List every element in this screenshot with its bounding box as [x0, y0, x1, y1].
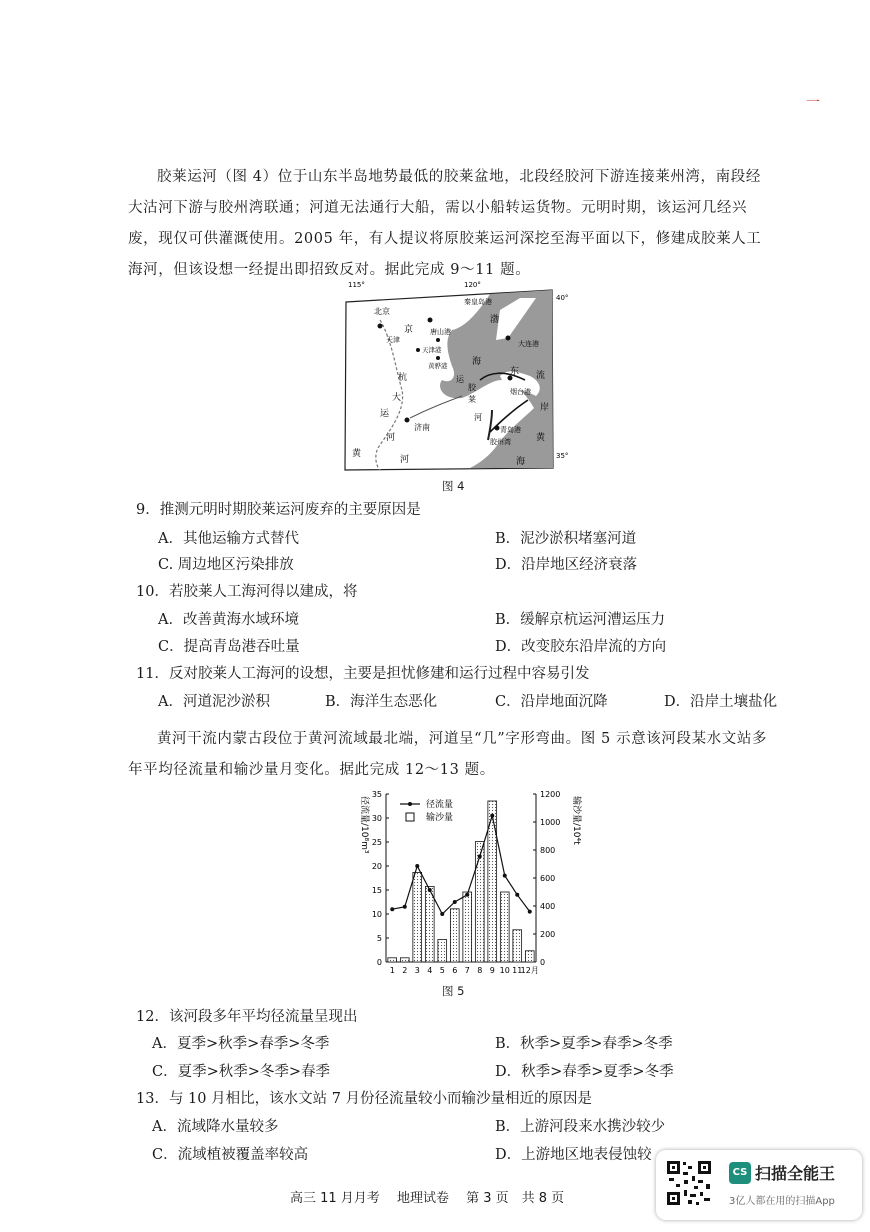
map-label: 京 [404, 325, 414, 335]
q11-stem: 11．反对胶莱人工海河的设想，主要是担忧修建和运行过程中容易引发 [136, 666, 590, 682]
q13-option-d[interactable]: D．上游地区地表侵蚀较 [495, 1147, 652, 1163]
q10-stem: 10．若胶莱人工海河得以建成，将 [136, 584, 358, 600]
x-tick-label: 10 [499, 966, 510, 975]
q11-option-b[interactable]: B．海洋生态恶化 [325, 694, 438, 710]
q10-option-b[interactable]: B．缓解京杭运河漕运压力 [495, 612, 666, 628]
map-label: 河 [400, 455, 410, 465]
legend-sediment-label: 输沙量 [426, 813, 454, 823]
map-label: 杭 [398, 373, 408, 383]
q12-option-a[interactable]: A．夏季>秋季>春季>冬季 [152, 1036, 330, 1052]
q13-option-b[interactable]: B．上游河段来水携沙较少 [495, 1119, 666, 1135]
left-tick-label: 35 [371, 790, 382, 799]
sediment-bar [475, 842, 484, 962]
right-tick-label: 600 [540, 874, 556, 883]
left-tick-label: 30 [371, 814, 382, 823]
map-label: 黄 [536, 433, 546, 443]
x-tick-label: 8 [477, 966, 483, 975]
map-place: 大连港 [518, 340, 539, 348]
runoff-point [453, 900, 457, 904]
q10-option-c[interactable]: C．提高青岛港吞吐量 [158, 639, 300, 655]
q10-option-d[interactable]: D．改变胶东沿岸流的方向 [495, 639, 667, 655]
left-tick-label: 25 [371, 838, 382, 847]
x-tick-label: 5 [439, 966, 445, 975]
map-lat-label: 40° [556, 294, 569, 302]
map-place: 青岛港 [500, 426, 521, 434]
map-label: 岸 [540, 403, 550, 413]
left-tick-label: 0 [376, 958, 382, 967]
x-tick-label: 12月 [520, 966, 539, 975]
right-axis-title: 输沙量/10⁴t [571, 796, 581, 845]
map-label: 胶 [468, 383, 476, 392]
qr-code-icon [666, 1160, 712, 1206]
figure-5-caption: 图 5 [442, 984, 465, 998]
q12-option-d[interactable]: D．秋季>春季>夏季>冬季 [495, 1064, 674, 1080]
right-tick-label: 1200 [540, 790, 561, 799]
q11-option-c[interactable]: C．沿岸地面沉降 [495, 694, 608, 710]
x-tick-label: 11 [512, 966, 523, 975]
map-place: 唐山港 [430, 328, 451, 336]
sediment-bar [463, 892, 472, 962]
left-axis-title: 径流量/10⁸m³ [359, 796, 369, 854]
corner-mark: 一 [806, 95, 820, 111]
legend-line-marker [408, 802, 412, 806]
legend-bar-swatch [406, 813, 414, 821]
sediment-bar [400, 958, 409, 962]
sediment-bar [425, 886, 434, 962]
left-tick-label: 20 [371, 862, 382, 871]
map-label: 大 [392, 393, 402, 403]
runoff-point [440, 912, 444, 916]
map-label: 黄 [352, 449, 362, 459]
x-tick-label: 7 [464, 966, 470, 975]
sediment-bar [413, 872, 422, 962]
legend-runoff-label: 径流量 [426, 800, 454, 810]
map-place: 秦皇岛港 [464, 298, 492, 306]
x-tick-label: 2 [402, 966, 408, 975]
runoff-point [465, 893, 469, 897]
q9-option-a[interactable]: A．其他运输方式替代 [158, 531, 299, 547]
map-label: 东 [510, 367, 520, 377]
map-lat-label: 35° [556, 452, 569, 460]
right-tick-label: 1000 [540, 818, 561, 827]
q11-option-d[interactable]: D．沿岸土壤盐化 [664, 694, 778, 710]
map-place: 黄骅港 [428, 362, 448, 370]
x-tick-label: 4 [427, 966, 433, 975]
right-tick-label: 200 [540, 930, 556, 939]
map-label: 河 [474, 413, 482, 422]
sediment-bar [525, 951, 534, 962]
map-label: 运 [380, 409, 390, 419]
map-label: 流 [536, 371, 546, 381]
sediment-bar [438, 940, 447, 962]
page-footer: 高三 11 月月考 地理试卷 第 3 页 共 8 页 [290, 1191, 565, 1206]
map-label: 河 [386, 433, 396, 443]
q12-stem: 12．该河段多年平均径流量呈现出 [136, 1009, 358, 1025]
right-tick-label: 400 [540, 902, 556, 911]
runoff-point [528, 910, 532, 914]
q9-option-d[interactable]: D．沿岸地区经济衰落 [495, 557, 638, 573]
map-label: 运 [456, 375, 464, 384]
map-label: 海 [516, 457, 526, 467]
runoff-point [490, 814, 494, 818]
runoff-point [428, 888, 432, 892]
q9-option-b[interactable]: B．泥沙淤积堵塞河道 [495, 531, 637, 547]
scanner-badge[interactable] [656, 1150, 862, 1220]
map-lon-label: 115° [348, 281, 365, 289]
q13-option-c[interactable]: C．流域植被覆盖率较高 [152, 1147, 309, 1163]
figure-5-chart [350, 782, 590, 980]
sediment-bar [450, 909, 459, 962]
q9-stem: 9．推测元明时期胶莱运河废弃的主要原因是 [136, 502, 421, 518]
left-tick-label: 5 [376, 934, 382, 943]
sediment-bar [388, 958, 397, 962]
left-tick-label: 15 [371, 886, 382, 895]
runoff-point [390, 907, 394, 911]
q13-stem: 13．与 10 月相比，该水文站 7 月份径流量较小而输沙量相近的原因是 [136, 1091, 593, 1107]
right-tick-label: 0 [540, 958, 546, 967]
runoff-point [478, 854, 482, 858]
runoff-point [415, 864, 419, 868]
q12-option-c[interactable]: C．夏季>秋季>冬季>春季 [152, 1064, 331, 1080]
map-lon-label: 120° [464, 281, 481, 289]
map-place: 天津港 [422, 346, 442, 354]
right-tick-label: 800 [540, 846, 556, 855]
runoff-point [515, 893, 519, 897]
left-tick-label: 10 [371, 910, 382, 919]
map-place: 烟台港 [510, 388, 531, 396]
figure-4-caption: 图 4 [442, 479, 465, 493]
scanner-tagline: 3亿人都在用的扫描App [729, 1196, 835, 1207]
q9-option-c[interactable]: C. 周边地区污染排放 [158, 557, 294, 573]
q10-option-a[interactable]: A．改善黄海水域环境 [158, 612, 299, 628]
map-place: 济南 [414, 423, 430, 432]
map-label: 海 [472, 357, 482, 367]
q13-option-a[interactable]: A．流域降水量较多 [152, 1119, 279, 1135]
x-tick-label: 1 [389, 966, 395, 975]
runoff-point [403, 905, 407, 909]
q11-option-a[interactable]: A．河道泥沙淤积 [158, 694, 270, 710]
map-place: 北京 [374, 307, 390, 316]
map-label: 渤 [490, 315, 500, 325]
scanner-brand-name: 扫描全能王 [755, 1164, 836, 1183]
map-place: 天津 [386, 336, 400, 344]
scanner-logo-icon: CS [729, 1162, 751, 1184]
x-tick-label: 3 [414, 966, 420, 975]
sediment-bar [513, 930, 522, 962]
runoff-point [503, 874, 507, 878]
map-place: 胶州湾 [490, 438, 511, 446]
passage-2: 黄河干流内蒙古段位于黄河流域最北端，河道呈“几”字形弯曲。图 5 示意该河段某水文站多年平均径流量和输沙量月变化。据此完成 12～13 题。 [128, 731, 768, 778]
x-tick-label: 6 [452, 966, 458, 975]
map-label: 莱 [468, 395, 476, 404]
figure-4-map [340, 280, 570, 475]
sediment-bar [500, 892, 509, 962]
x-tick-label: 9 [489, 966, 495, 975]
q12-option-b[interactable]: B．秋季>夏季>春季>冬季 [495, 1036, 673, 1052]
passage-1: 胶莱运河（图 4）位于山东半岛地势最低的胶莱盆地，北段经胶河下游连接莱州湾，南段经大沽河下游与胶州湾联通；河道无法通行大船，需以小船转运货物。元明时期，该运河几经兴废，现仅可供灌溉使用。2005 年，有人提议将原胶莱运河深挖至海平面以下，修建成胶莱人工海河，但该设想一经提出即招致反对。据此完成 9～11 题。 [128, 169, 762, 278]
